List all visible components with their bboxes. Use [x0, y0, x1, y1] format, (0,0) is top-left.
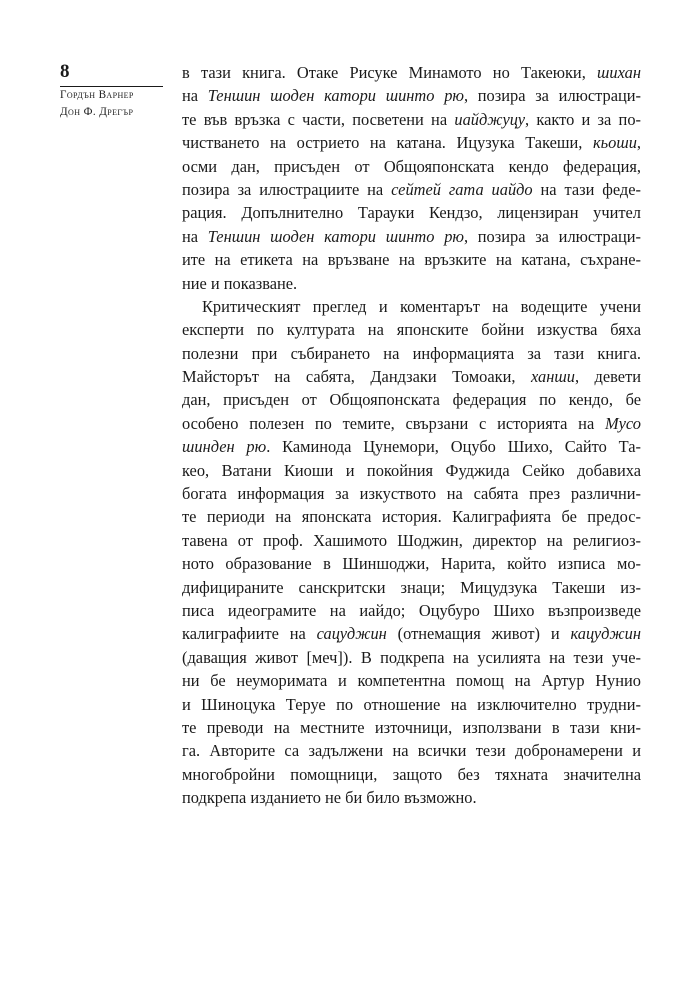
text-line	[182, 318, 641, 341]
text-line	[182, 412, 641, 435]
text-run: подкрепа изданието не би било възможно.	[182, 788, 477, 808]
text-line	[182, 178, 641, 201]
text-line	[182, 295, 641, 318]
paragraph	[182, 295, 641, 810]
text-run: (отнемащия живот) и	[386, 624, 571, 644]
text-run: , както и за по-	[525, 109, 641, 129]
text-run: те преводи на местните източници, използвани в тази кни-	[182, 717, 641, 737]
text-run: ние и показване.	[182, 273, 298, 293]
text-line	[182, 459, 641, 482]
italic-term: Мусо	[605, 413, 641, 433]
text-line	[182, 693, 641, 716]
text-line	[182, 576, 641, 599]
text-line	[182, 108, 641, 131]
text-line	[182, 622, 641, 645]
text-run: писа идеограмите на иайдо; Оцубуро Шихо възпроизведе	[182, 600, 641, 620]
italic-term: иайджуцу	[454, 109, 526, 129]
text-line	[182, 272, 641, 295]
text-line	[182, 131, 641, 154]
body-text	[182, 61, 641, 810]
text-line	[182, 505, 641, 528]
author-name: Гордън Варнер	[60, 89, 134, 101]
text-run: кео, Ватани Киоши и покойния Фуджида Сейко добавиха	[182, 460, 641, 480]
text-line	[182, 552, 641, 575]
text-run: , позира за илюстраци-	[463, 226, 641, 246]
text-run: на	[182, 86, 208, 106]
italic-term: сейтей гата иайдо	[391, 179, 533, 199]
text-run: на	[182, 226, 208, 246]
text-run: (даващия живот [меч]). В подкрепа на усилията на тези уче-	[182, 647, 641, 667]
text-run: позира за илюстрациите на	[182, 179, 392, 199]
text-run: осми дан, присъден от Общояпонската кендо федерация,	[182, 156, 641, 176]
text-line	[182, 155, 641, 178]
text-run: ите на етикета на връзване на връзките на катана, съхране-	[182, 250, 641, 270]
text-line	[182, 248, 641, 271]
text-run: и Шиноцука Теруе по отношение на изключително трудни-	[182, 694, 641, 714]
text-run: особено полезен по темите, свързани с историята на	[182, 413, 605, 433]
text-line	[182, 84, 641, 107]
text-run: полезни при събирането на информацията за тази книга.	[182, 343, 641, 363]
text-run: дан, присъден от Общояпонската федерация по кендо, бе	[182, 390, 641, 410]
text-line	[182, 529, 641, 552]
text-line	[182, 201, 641, 224]
text-run: на тази феде-	[532, 179, 641, 199]
text-run: Майсторът на сабята, Дандзаки Томоаки,	[182, 367, 531, 387]
text-line	[182, 646, 641, 669]
italic-term: шихан	[597, 63, 641, 82]
paragraph	[182, 61, 641, 295]
text-run: . Каминода Цунемори, Оцубо Шихо, Сайто Та-	[266, 437, 641, 457]
text-run: експерти по културата на японските бойни изкуства бяха	[182, 320, 641, 340]
text-run: дифицираните санскритски знаци; Мицудзука Такеши из-	[182, 577, 641, 597]
italic-term: шинден рю	[182, 437, 267, 457]
text-run: богата информация за изкуството на сабята през различни-	[182, 484, 641, 504]
text-line	[182, 225, 641, 248]
text-run: Критическият преглед и коментарът на водещите учени	[202, 296, 641, 316]
text-run: ,	[636, 133, 641, 153]
text-line	[182, 786, 641, 809]
text-run: в тази книга. Отаке Рисуке Минамото но Такеюки,	[182, 63, 598, 82]
text-run: , позира за илюстраци-	[463, 86, 641, 106]
text-run: многобройни помощници, защото без тяхната значителна	[182, 764, 641, 784]
text-run: калиграфиите на	[182, 624, 317, 644]
text-line	[182, 342, 641, 365]
text-run: чистването на острието на катана. Ицузука Такеши,	[182, 133, 593, 153]
text-line	[182, 716, 641, 739]
text-line	[182, 669, 641, 692]
text-line	[182, 61, 641, 84]
text-run: ното образование в Шиншоджи, Нарита, който изписа мо-	[182, 554, 641, 574]
text-line	[182, 365, 641, 388]
italic-term: кацуджин	[570, 624, 642, 644]
italic-term: Теншин шоден катори шинто рю	[207, 86, 464, 106]
italic-term: сацуджин	[316, 624, 387, 644]
text-run: ни бе неуморимата и компетентна помощ на Артур Нунио	[182, 671, 641, 691]
text-line	[182, 763, 641, 786]
text-line	[182, 482, 641, 505]
italic-term: Теншин шоден катори шинто рю	[207, 226, 464, 246]
text-run: те периоди на японската история. Калиграфията бе предос-	[182, 507, 641, 527]
text-run: тавена от проф. Хашимото Шоджин, директор на религиоз-	[182, 530, 641, 550]
text-run: га. Авторите са задължени на всички тези добронамерени и	[182, 741, 641, 761]
text-run: рация. Допълнително Тарауки Кендзо, лицензиран учител	[182, 203, 641, 223]
text-line	[182, 599, 641, 622]
text-line	[182, 388, 641, 411]
page-number: 8	[60, 61, 70, 82]
text-run: те във връзка с части, посветени на	[182, 109, 455, 129]
running-header	[60, 60, 163, 121]
text-line	[182, 435, 641, 458]
text-run: , девети	[574, 367, 642, 387]
italic-term: кьоши	[593, 133, 637, 153]
text-line	[182, 739, 641, 762]
italic-term: ханши	[530, 367, 575, 387]
author-name: Дон Ф. Дрегър	[60, 106, 134, 118]
